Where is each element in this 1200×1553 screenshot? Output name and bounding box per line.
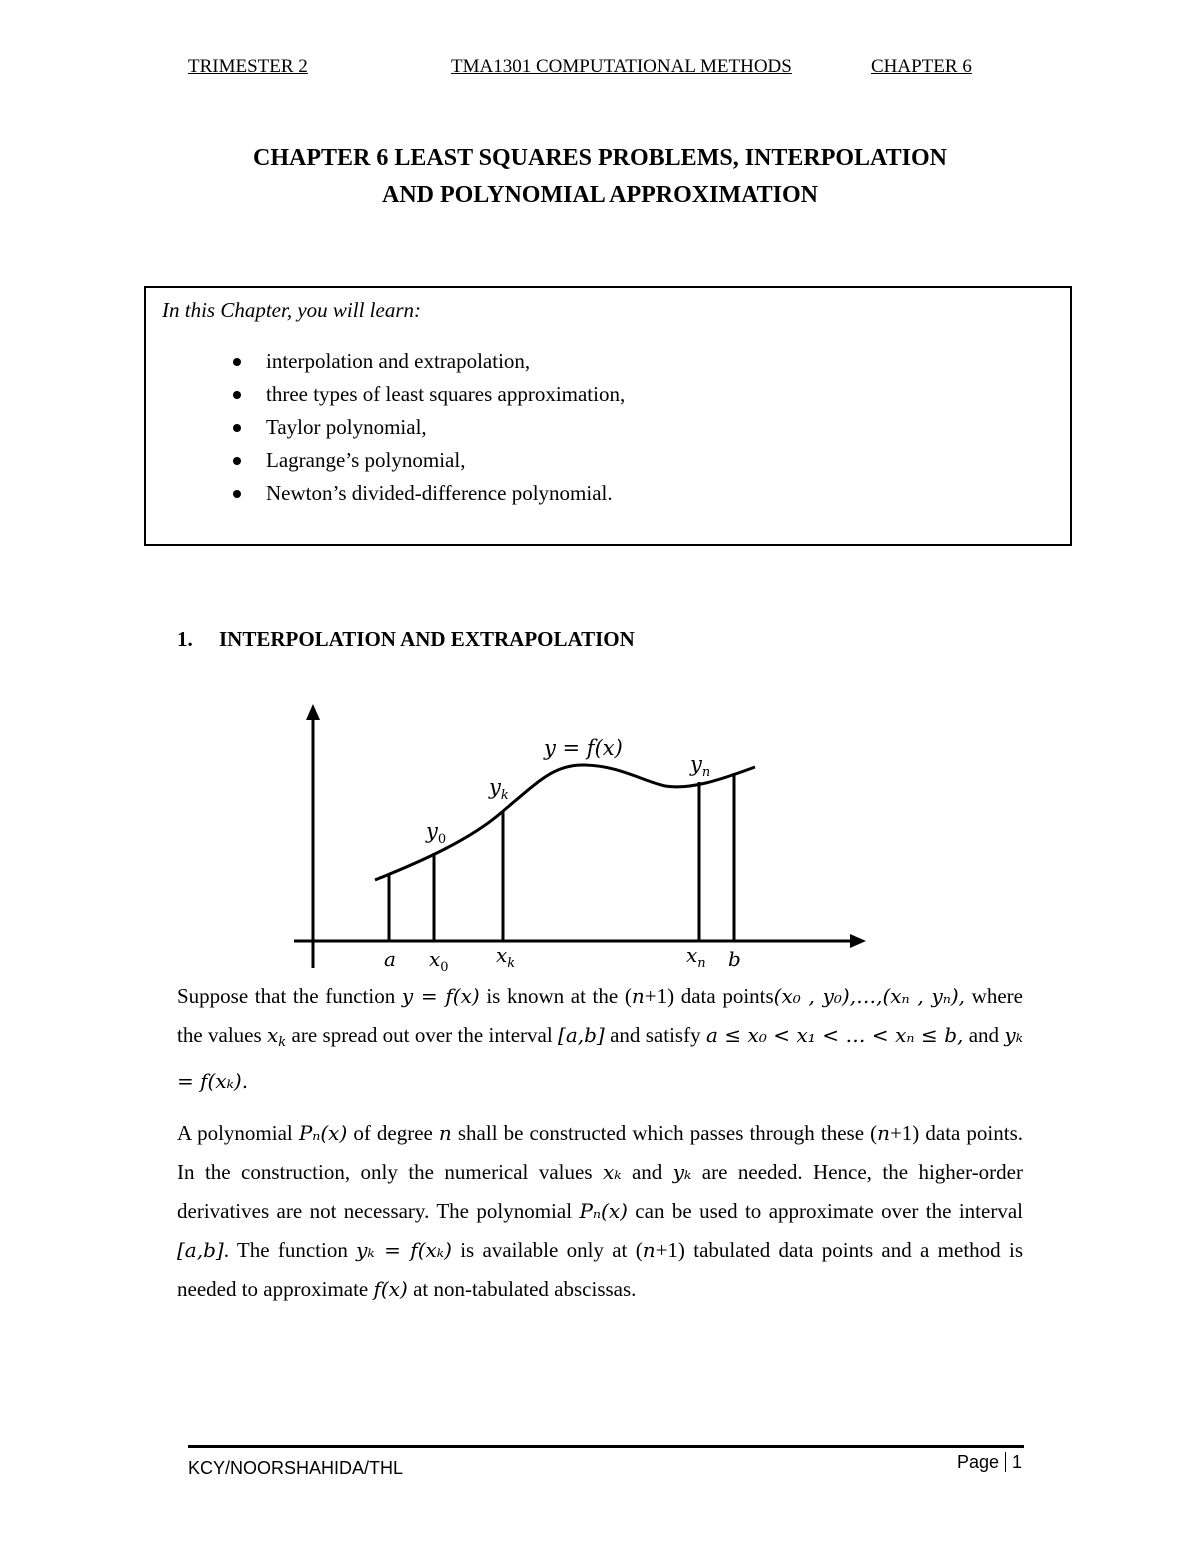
header-center: TMA1301 COMPUTATIONAL METHODS (451, 56, 792, 77)
label-xn: $x_n$ (686, 943, 706, 971)
list-item: Newton’s divided-difference polynomial. (146, 478, 625, 511)
objectives-intro: In this Chapter, you will learn: (162, 298, 421, 322)
list-item: Lagrange’s polynomial, (146, 445, 625, 478)
chapter-title-line1: CHAPTER 6 LEAST SQUARES PROBLEMS, INTERPOLATION (253, 145, 947, 171)
list-item: interpolation and extrapolation, (146, 346, 625, 379)
label-yk: $y_k$ (489, 775, 509, 803)
section-number: 1. (177, 627, 193, 651)
section-title: INTERPOLATION AND EXTRAPOLATION (219, 627, 635, 651)
label-xk: $x_k$ (496, 943, 516, 971)
y-axis-arrow-icon (306, 704, 320, 720)
label-a: a (384, 947, 396, 971)
paragraph-2: A polynomial Pₙ(x) of degree n shall be constructed which passes through these (n+1) data points. In the construction, only the numerical values xₖ and yₖ are needed. Hence, the higher-order derivatives are not necessary. The polynomial Pₙ(x) can be used to approximate over the interval [a,b]. The function yₖ = f(xₖ) is available only at (n+1) tabulated data points and a method is needed to approximate f(x) at non-tabulated abscissas. (177, 1121, 1024, 1301)
header-right: CHAPTER 6 (871, 56, 972, 77)
x-axis-arrow-icon (850, 934, 866, 948)
paragraph-1: Suppose that the function y = f(x) is known at the (n+1) data points(x₀ , y₀),…,(xₙ , yₙ), where the values $x_k$ are spread out over the interval [a,b] and satisfy a ≤ x₀ < x₁ < … < xₙ ≤ b, and yₖ = f(xₖ). (177, 984, 1023, 1093)
label-y0: $y_0$ (426, 819, 447, 847)
chapter-title-line2: AND POLYNOMIAL APPROXIMATION (381, 182, 819, 208)
label-b: b (728, 947, 741, 971)
list-item: Taylor polynomial, (146, 412, 625, 445)
curve-label: y = f(x) (544, 736, 623, 760)
label-yn: $y_n$ (690, 752, 711, 780)
footer-authors: KCY/NOORSHAHIDA/THL (188, 1458, 404, 1478)
page-number: Page 1 (956, 1452, 1022, 1472)
footer-divider (188, 1445, 1024, 1448)
label-x0: $x_0$ (429, 947, 449, 975)
header-left: TRIMESTER 2 (188, 56, 308, 77)
list-item: three types of least squares approximation, (146, 379, 625, 412)
